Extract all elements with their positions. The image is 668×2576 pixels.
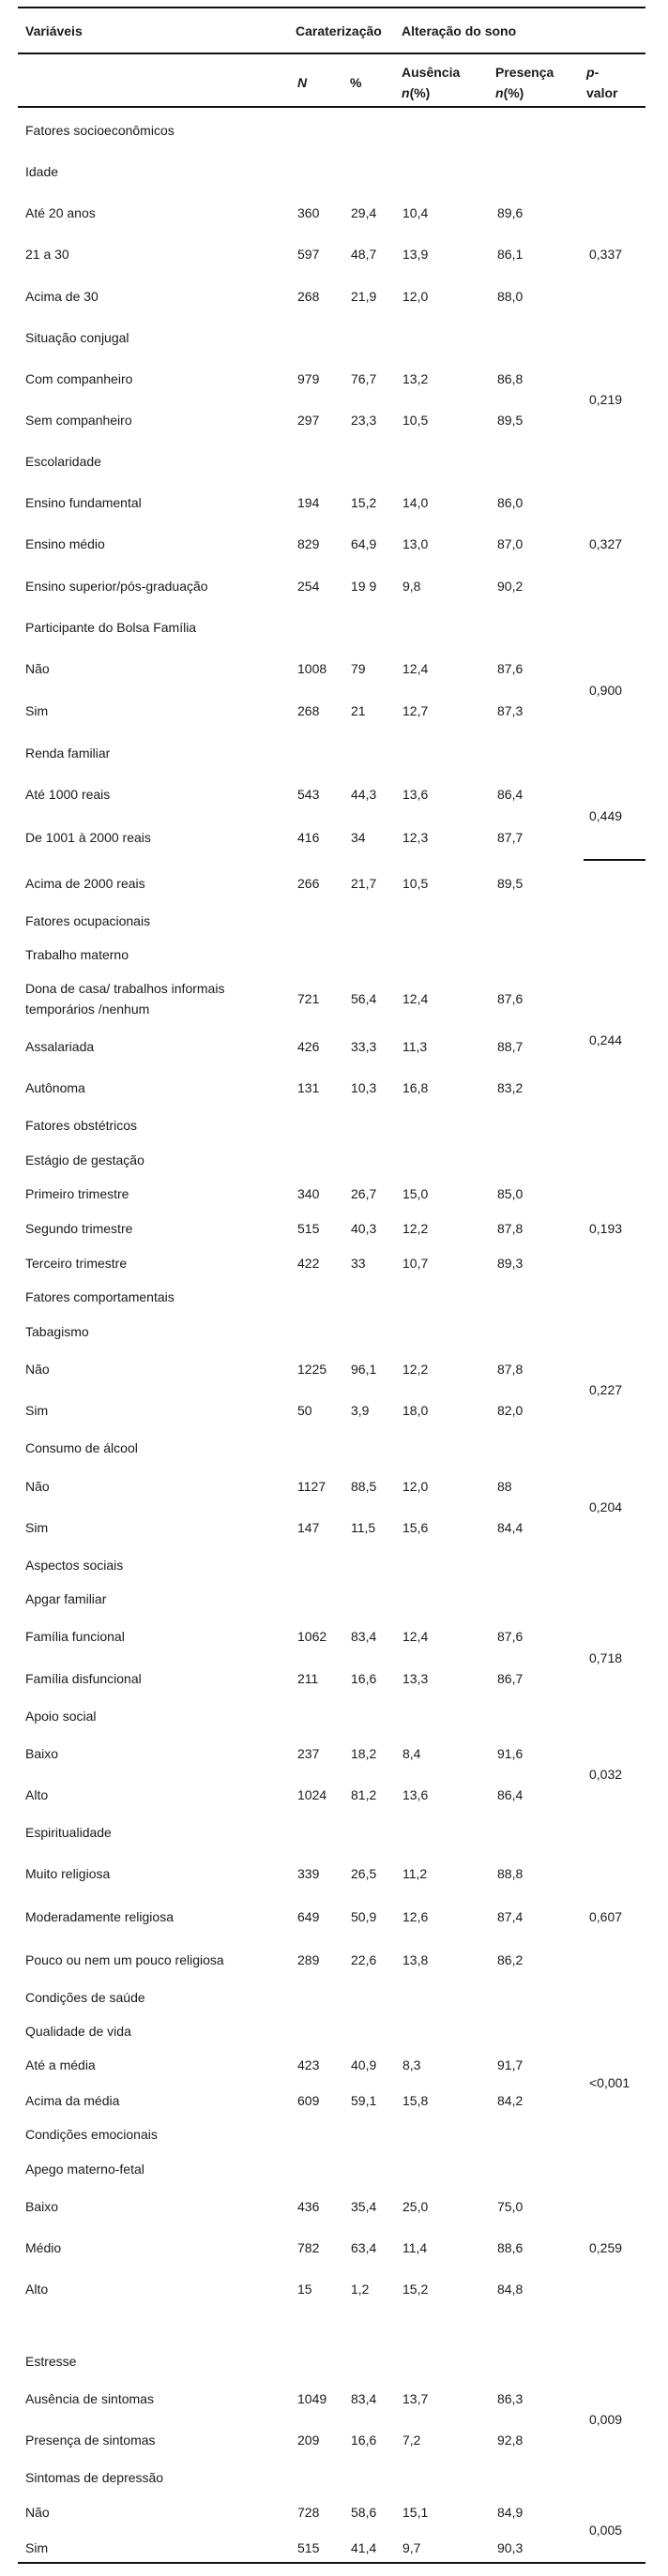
cell-pct: 48,7 [351,247,377,262]
cell-p-value: 0,259 [589,2240,623,2255]
cell-ausencia: 8,3 [402,2057,421,2072]
cell-presenca: 84,2 [497,2093,524,2108]
header-alteracao-sono: Alteração do sono [402,23,517,38]
section-heading: Aspectos sociais [25,1558,124,1573]
header-ausencia-pct: (%) [409,85,431,100]
cell-n: 1225 [297,1362,327,1377]
cell-pct: 26,7 [351,1186,377,1201]
cell-pct: 3,9 [351,1403,370,1418]
variable-heading: Espiritualidade [25,1825,112,1840]
cell-pct: 29,4 [351,205,377,220]
cell-presenca: 86,4 [497,1787,524,1802]
cell-pct: 64,9 [351,536,377,551]
cell-pct: 56,4 [351,991,377,1006]
cell-ausencia: 13,6 [402,787,429,802]
row-label: Ausência de sintomas [25,2391,154,2406]
cell-n: 597 [297,247,320,262]
cell-p-value: 0,244 [589,1032,623,1047]
cell-ausencia: 10,5 [402,413,429,428]
variable-heading: Trabalho materno [25,947,129,962]
cell-ausencia: 12,4 [402,1629,429,1644]
row-label: Não [25,661,50,676]
cell-ausencia: 9,8 [402,579,421,594]
row-label: Não [25,1479,50,1494]
cell-ausencia: 14,0 [402,495,429,510]
cell-n: 543 [297,787,320,802]
row-label: Dona de casa/ trabalhos informais temporários /nenhum [25,981,225,1017]
cell-n: 1062 [297,1629,327,1644]
header-bottom-rule [18,106,645,108]
section-heading: Fatores ocupacionais [25,913,151,928]
cell-ausencia: 13,8 [402,1952,429,1967]
cell-pct: 40,3 [351,1221,377,1236]
cell-pct: 26,5 [351,1866,377,1881]
cell-n: 211 [297,1671,319,1686]
cell-presenca: 87,8 [497,1362,524,1377]
cell-ausencia: 13,6 [402,1787,429,1802]
cell-ausencia: 8,4 [402,1746,421,1761]
cell-ausencia: 12,0 [402,289,429,304]
cell-p-value: 0,327 [589,536,623,551]
cell-ausencia: 12,3 [402,830,429,845]
row-label: 21 a 30 [25,247,69,262]
variable-heading: Participante do Bolsa Família [25,620,197,635]
cell-ausencia: 15,0 [402,1186,429,1201]
row-label: Alto [25,2282,49,2297]
cell-presenca: 90,3 [497,2540,524,2555]
cell-p-value: <0,001 [589,2075,630,2090]
row-label: Baixo [25,1746,59,1761]
cell-pct: 16,6 [351,2433,377,2448]
cell-presenca: 86,4 [497,787,524,802]
header-presenca [495,65,554,80]
table-bottom-rule [18,2562,645,2564]
cell-n: 289 [297,1952,320,1967]
cell-pct: 83,4 [351,2391,377,2406]
row-label: Presença de sintomas [25,2433,156,2448]
cell-ausencia: 25,0 [402,2199,429,2214]
cell-pct: 44,3 [351,787,377,802]
cell-ausencia: 12,4 [402,661,429,676]
variable-heading: Tabagismo [25,1324,89,1339]
cell-n: 515 [297,1221,320,1236]
row-label: Moderadamente religiosa [25,1909,174,1924]
cell-ausencia: 13,3 [402,1671,429,1686]
row-label: Ensino médio [25,536,105,551]
row-label: Família funcional [25,1629,125,1644]
cell-p-value: 0,032 [589,1767,623,1782]
cell-pct: 23,3 [351,413,377,428]
cell-n: 721 [297,991,320,1006]
cell-p-value: 0,204 [589,1499,623,1514]
cell-n: 237 [297,1746,320,1761]
p-value-short-rule [584,859,645,861]
cell-presenca: 87,6 [497,991,524,1006]
cell-presenca: 86,1 [497,247,524,262]
cell-n: 515 [297,2540,320,2555]
cell-n: 266 [297,876,320,891]
cell-p-value: 0,193 [589,1221,623,1236]
cell-ausencia: 10,7 [402,1256,429,1271]
variable-heading: Qualidade de vida [25,2024,131,2039]
header-presenca-pct: (%) [503,85,524,100]
header-n: N [297,75,308,90]
cell-presenca: 75,0 [497,2199,524,2214]
cell-ausencia: 10,5 [402,876,429,891]
cell-n: 829 [297,536,320,551]
cell-ausencia: 11,2 [402,1866,428,1881]
row-label: Até 1000 reais [25,787,111,802]
cell-presenca: 84,9 [497,2505,524,2520]
row-label: Alto [25,1787,49,1802]
row-label: Ensino fundamental [25,495,142,510]
row-label: Sim [25,1403,49,1418]
cell-presenca: 86,3 [497,2391,524,2406]
row-label: Acima de 30 [25,289,99,304]
cell-n: 131 [297,1080,320,1095]
cell-pct: 59,1 [351,2093,377,2108]
row-label: Acima da média [25,2093,120,2108]
cell-ausencia: 9,7 [402,2540,421,2555]
cell-n: 297 [297,413,320,428]
cell-n: 147 [297,1520,320,1535]
cell-presenca: 90,2 [497,579,524,594]
cell-n: 339 [297,1866,320,1881]
cell-ausencia: 18,0 [402,1403,429,1418]
cell-n: 1024 [297,1787,327,1802]
header-ausencia-unit [402,85,430,100]
variable-heading: Apego materno-fetal [25,2162,144,2177]
cell-presenca: 87,8 [497,1221,524,1236]
cell-n: 254 [297,579,320,594]
cell-presenca: 88,6 [497,2240,524,2255]
cell-n: 194 [297,495,320,510]
cell-n: 782 [297,2240,320,2255]
cell-n: 268 [297,289,320,304]
header-p-italic: p [586,65,595,80]
section-heading: Condições emocionais [25,2127,158,2142]
header-p-valor: valor [586,85,618,100]
cell-n: 340 [297,1186,320,1201]
cell-presenca: 89,5 [497,876,524,891]
cell-pct: 18,2 [351,1746,377,1761]
header-ausencia-label: Ausência [402,65,461,80]
cell-n: 268 [297,703,320,718]
variable-heading: Consumo de álcool [25,1440,138,1455]
cell-n: 649 [297,1909,320,1924]
cell-presenca: 88,8 [497,1866,524,1881]
cell-pct: 81,2 [351,1787,377,1802]
section-heading: Fatores socioeconômicos [25,123,175,138]
cell-presenca: 84,4 [497,1520,524,1535]
cell-ausencia: 10,4 [402,205,429,220]
row-label: Médio [25,2240,62,2255]
cell-p-value: 0,219 [589,392,623,407]
row-label: Com companheiro [25,371,133,386]
row-label: Acima de 2000 reais [25,876,145,891]
section-heading: Fatores obstétricos [25,1118,138,1133]
cell-n: 436 [297,2199,320,2214]
cell-pct: 21,9 [351,289,377,304]
variable-heading: Escolaridade [25,454,101,469]
header-caracterizacao: Caraterização [296,23,382,38]
header-presenca-n: n [495,85,504,100]
row-label: Sim [25,1520,49,1535]
cell-ausencia: 15,8 [402,2093,429,2108]
variable-heading: Sintomas de depressão [25,2470,164,2485]
cell-n: 416 [297,830,320,845]
variable-heading: Renda familiar [25,746,111,761]
header-pct: % [350,75,362,90]
cell-ausencia: 12,4 [402,991,429,1006]
cell-pct: 76,7 [351,371,377,386]
cell-p-value: 0,718 [589,1650,623,1665]
header-presenca-unit [495,85,524,100]
cell-pct: 88,5 [351,1479,377,1494]
cell-pct: 1,2 [351,2282,370,2297]
cell-pct: 21 [351,703,366,718]
cell-ausencia: 12,0 [402,1479,429,1494]
cell-presenca: 87,3 [497,703,524,718]
row-label: De 1001 à 2000 reais [25,830,151,845]
cell-presenca: 82,0 [497,1403,524,1418]
cell-presenca: 87,6 [497,661,524,676]
cell-pct: 63,4 [351,2240,377,2255]
cell-pct: 40,9 [351,2057,377,2072]
row-label: Sem companheiro [25,413,132,428]
cell-presenca: 89,5 [497,413,524,428]
cell-presenca: 86,0 [497,495,524,510]
cell-presenca: 92,8 [497,2433,524,2448]
cell-ausencia: 13,7 [402,2391,429,2406]
cell-n: 15 [297,2282,312,2297]
cell-presenca: 91,7 [497,2057,524,2072]
row-label: Primeiro trimestre [25,1186,129,1201]
cell-presenca: 85,0 [497,1186,524,1201]
variable-heading: Situação conjugal [25,330,129,345]
cell-ausencia: 15,2 [402,2282,429,2297]
row-label: Muito religiosa [25,1866,111,1881]
row-label: Família disfuncional [25,1671,142,1686]
cell-pct: 96,1 [351,1362,377,1377]
cell-pct: 34 [351,830,366,845]
cell-n: 1049 [297,2391,327,2406]
cell-ausencia: 11,3 [402,1039,428,1054]
cell-n: 1127 [297,1479,326,1494]
cell-pct: 33 [351,1256,366,1271]
cell-ausencia: 12,6 [402,1909,429,1924]
cell-n: 422 [297,1256,320,1271]
row-label: Ensino superior/pós-graduação [25,579,208,594]
cell-presenca: 91,6 [497,1746,524,1761]
row-label: Assalariada [25,1039,95,1054]
cell-n: 209 [297,2433,320,2448]
cell-ausencia: 15,1 [402,2505,429,2520]
cell-presenca: 86,7 [497,1671,524,1686]
cell-pct: 83,4 [351,1629,377,1644]
cell-presenca: 87,0 [497,536,524,551]
cell-n: 50 [297,1403,312,1418]
cell-pct: 19 9 [351,579,377,594]
cell-pct: 50,9 [351,1909,377,1924]
cell-pct: 15,2 [351,495,377,510]
cell-presenca: 89,6 [497,205,524,220]
header-mid-rule [18,53,645,54]
cell-pct: 16,6 [351,1671,377,1686]
cell-p-value: 0,337 [589,247,623,262]
cell-pct: 10,3 [351,1080,377,1095]
cell-n: 426 [297,1039,320,1054]
cell-ausencia: 13,2 [402,371,429,386]
header-presenca-label: Presença [495,65,554,80]
section-heading: Fatores comportamentais [25,1289,175,1304]
row-label: Pouco ou nem um pouco religiosa [25,1952,224,1967]
cell-presenca: 83,2 [497,1080,524,1095]
cell-n: 1008 [297,661,327,676]
cell-pct: 41,4 [351,2540,377,2555]
row-label: Não [25,2505,50,2520]
cell-p-value: 0,449 [589,808,623,823]
row-label: Terceiro trimestre [25,1256,128,1271]
table-top-rule [18,7,645,8]
header-p [586,65,599,80]
cell-presenca: 84,8 [497,2282,524,2297]
cell-p-value: 0,227 [589,1382,623,1397]
cell-pct: 79 [351,661,366,676]
cell-n: 728 [297,2505,320,2520]
cell-pct: 21,7 [351,876,377,891]
row-label: Autônoma [25,1080,85,1095]
variable-heading: Estresse [25,2354,77,2369]
row-label: Até 20 anos [25,205,96,220]
cell-p-value: 0,009 [589,2412,623,2427]
row-label: Baixo [25,2199,59,2214]
cell-p-value: 0,900 [589,682,623,698]
cell-pct: 22,6 [351,1952,377,1967]
cell-ausencia: 7,2 [402,2433,421,2448]
cell-ausencia: 13,0 [402,536,429,551]
cell-p-value: 0,607 [589,1909,623,1924]
cell-p-value: 0,005 [589,2523,623,2538]
cell-presenca: 86,2 [497,1952,524,1967]
cell-ausencia: 13,9 [402,247,429,262]
header-ausencia [402,65,460,80]
header-variaveis: Variáveis [25,23,83,38]
variable-heading: Estágio de gestação [25,1152,144,1167]
cell-ausencia: 12,2 [402,1362,429,1377]
cell-presenca: 88 [497,1479,512,1494]
section-heading: Condições de saúde [25,1990,145,2005]
cell-pct: 33,3 [351,1039,377,1054]
variable-heading: Apgar familiar [25,1591,107,1606]
row-label: Sim [25,703,49,718]
cell-pct: 11,5 [351,1520,376,1535]
header-ausencia-n: n [402,85,410,100]
cell-presenca: 86,8 [497,371,524,386]
cell-ausencia: 11,4 [402,2240,428,2255]
row-label: Sim [25,2540,49,2555]
cell-ausencia: 16,8 [402,1080,429,1095]
cell-pct: 35,4 [351,2199,377,2214]
row-label: Não [25,1362,50,1377]
row-label: Segundo trimestre [25,1221,133,1236]
cell-pct: 58,6 [351,2505,377,2520]
cell-n: 979 [297,371,320,386]
cell-ausencia: 12,2 [402,1221,429,1236]
header-p-dash: - [594,65,600,80]
cell-presenca: 89,3 [497,1256,524,1271]
cell-n: 360 [297,205,320,220]
variable-heading: Idade [25,164,59,179]
row-label: Até a média [25,2057,96,2072]
cell-presenca: 87,7 [497,830,524,845]
cell-presenca: 87,6 [497,1629,524,1644]
cell-presenca: 87,4 [497,1909,524,1924]
variable-heading: Apoio social [25,1709,97,1724]
cell-n: 609 [297,2093,320,2108]
cell-n: 423 [297,2057,320,2072]
cell-ausencia: 15,6 [402,1520,429,1535]
cell-presenca: 88,7 [497,1039,524,1054]
cell-presenca: 88,0 [497,289,524,304]
cell-ausencia: 12,7 [402,703,429,718]
